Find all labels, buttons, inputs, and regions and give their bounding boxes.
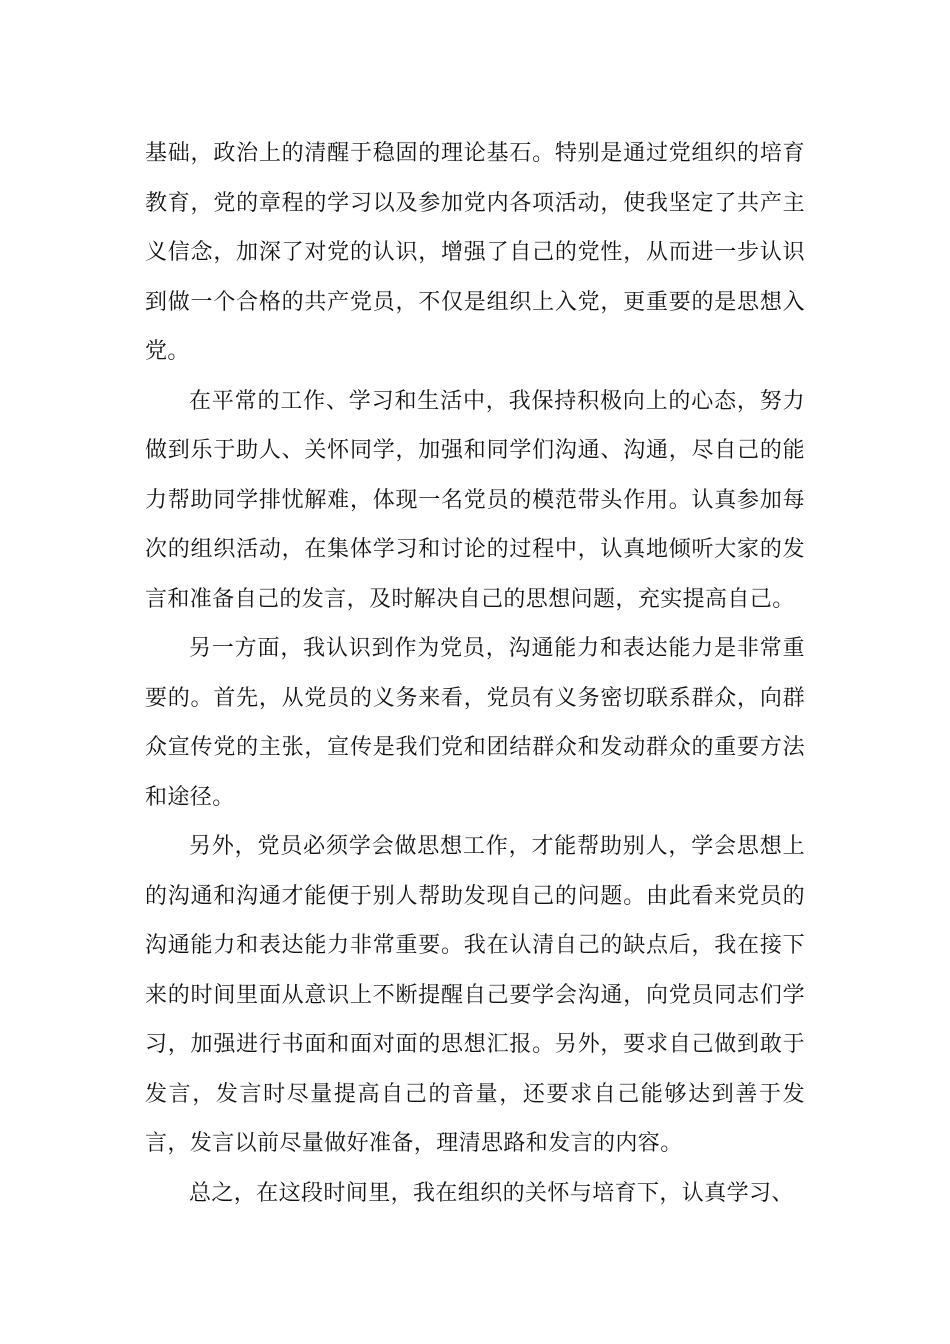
paragraph-continuation: 基础，政治上的清醒于稳固的理论基石。特别是通过党组织的培育教育，党的章程的学习以及参加党内各项活动，使我坚定了共产主义信念，加深了对党的认识，增强了自己的党性，从而进一步认识到做一个合格的共产党员，不仅是组织上入党，更重要的是思想入党。 bbox=[145, 141, 805, 364]
paragraph-summary: 总之，在这段时间里，我在组织的关怀与培育下，认真学习、 bbox=[189, 1180, 794, 1206]
paragraph-communication-importance: 另一方面，我认识到作为党员，沟通能力和表达能力是非常重要的。首先，从党员的义务来看，党员有义务密切联系群众，向群众宣传党的主张，宣传是我们党和团结群众和发动群众的重要方法和途径。 bbox=[145, 636, 805, 810]
document-body bbox=[145, 129, 805, 1218]
paragraph-thought-work: 另外，党员必须学会做思想工作，才能帮助别人，学会思想上的沟通和沟通才能便于别人帮助发现自己的问题。由此看来党员的沟通能力和表达能力非常重要。我在认清自己的缺点后，我在接下来的时间里面从意识上不断提醒自己要学会沟通，向党员同志们学习，加强进行书面和面对面的思想汇报。另外，要求自己做到敢于发言，发言时尽量提高自己的音量，还要求自己能够达到善于发言，发言以前尽量做好准备，理清思路和发言的内容。 bbox=[145, 834, 805, 1156]
paragraph-daily-conduct: 在平常的工作、学习和生活中，我保持积极向上的心态，努力做到乐于助人、关怀同学，加强和同学们沟通、沟通，尽自己的能力帮助同学排忧解难，体现一名党员的模范带头作用。认真参加每次的组织活动，在集体学习和讨论的过程中，认真地倾听大家的发言和准备自己的发言，及时解决自己的思想问题，充实提高自己。 bbox=[145, 388, 805, 612]
